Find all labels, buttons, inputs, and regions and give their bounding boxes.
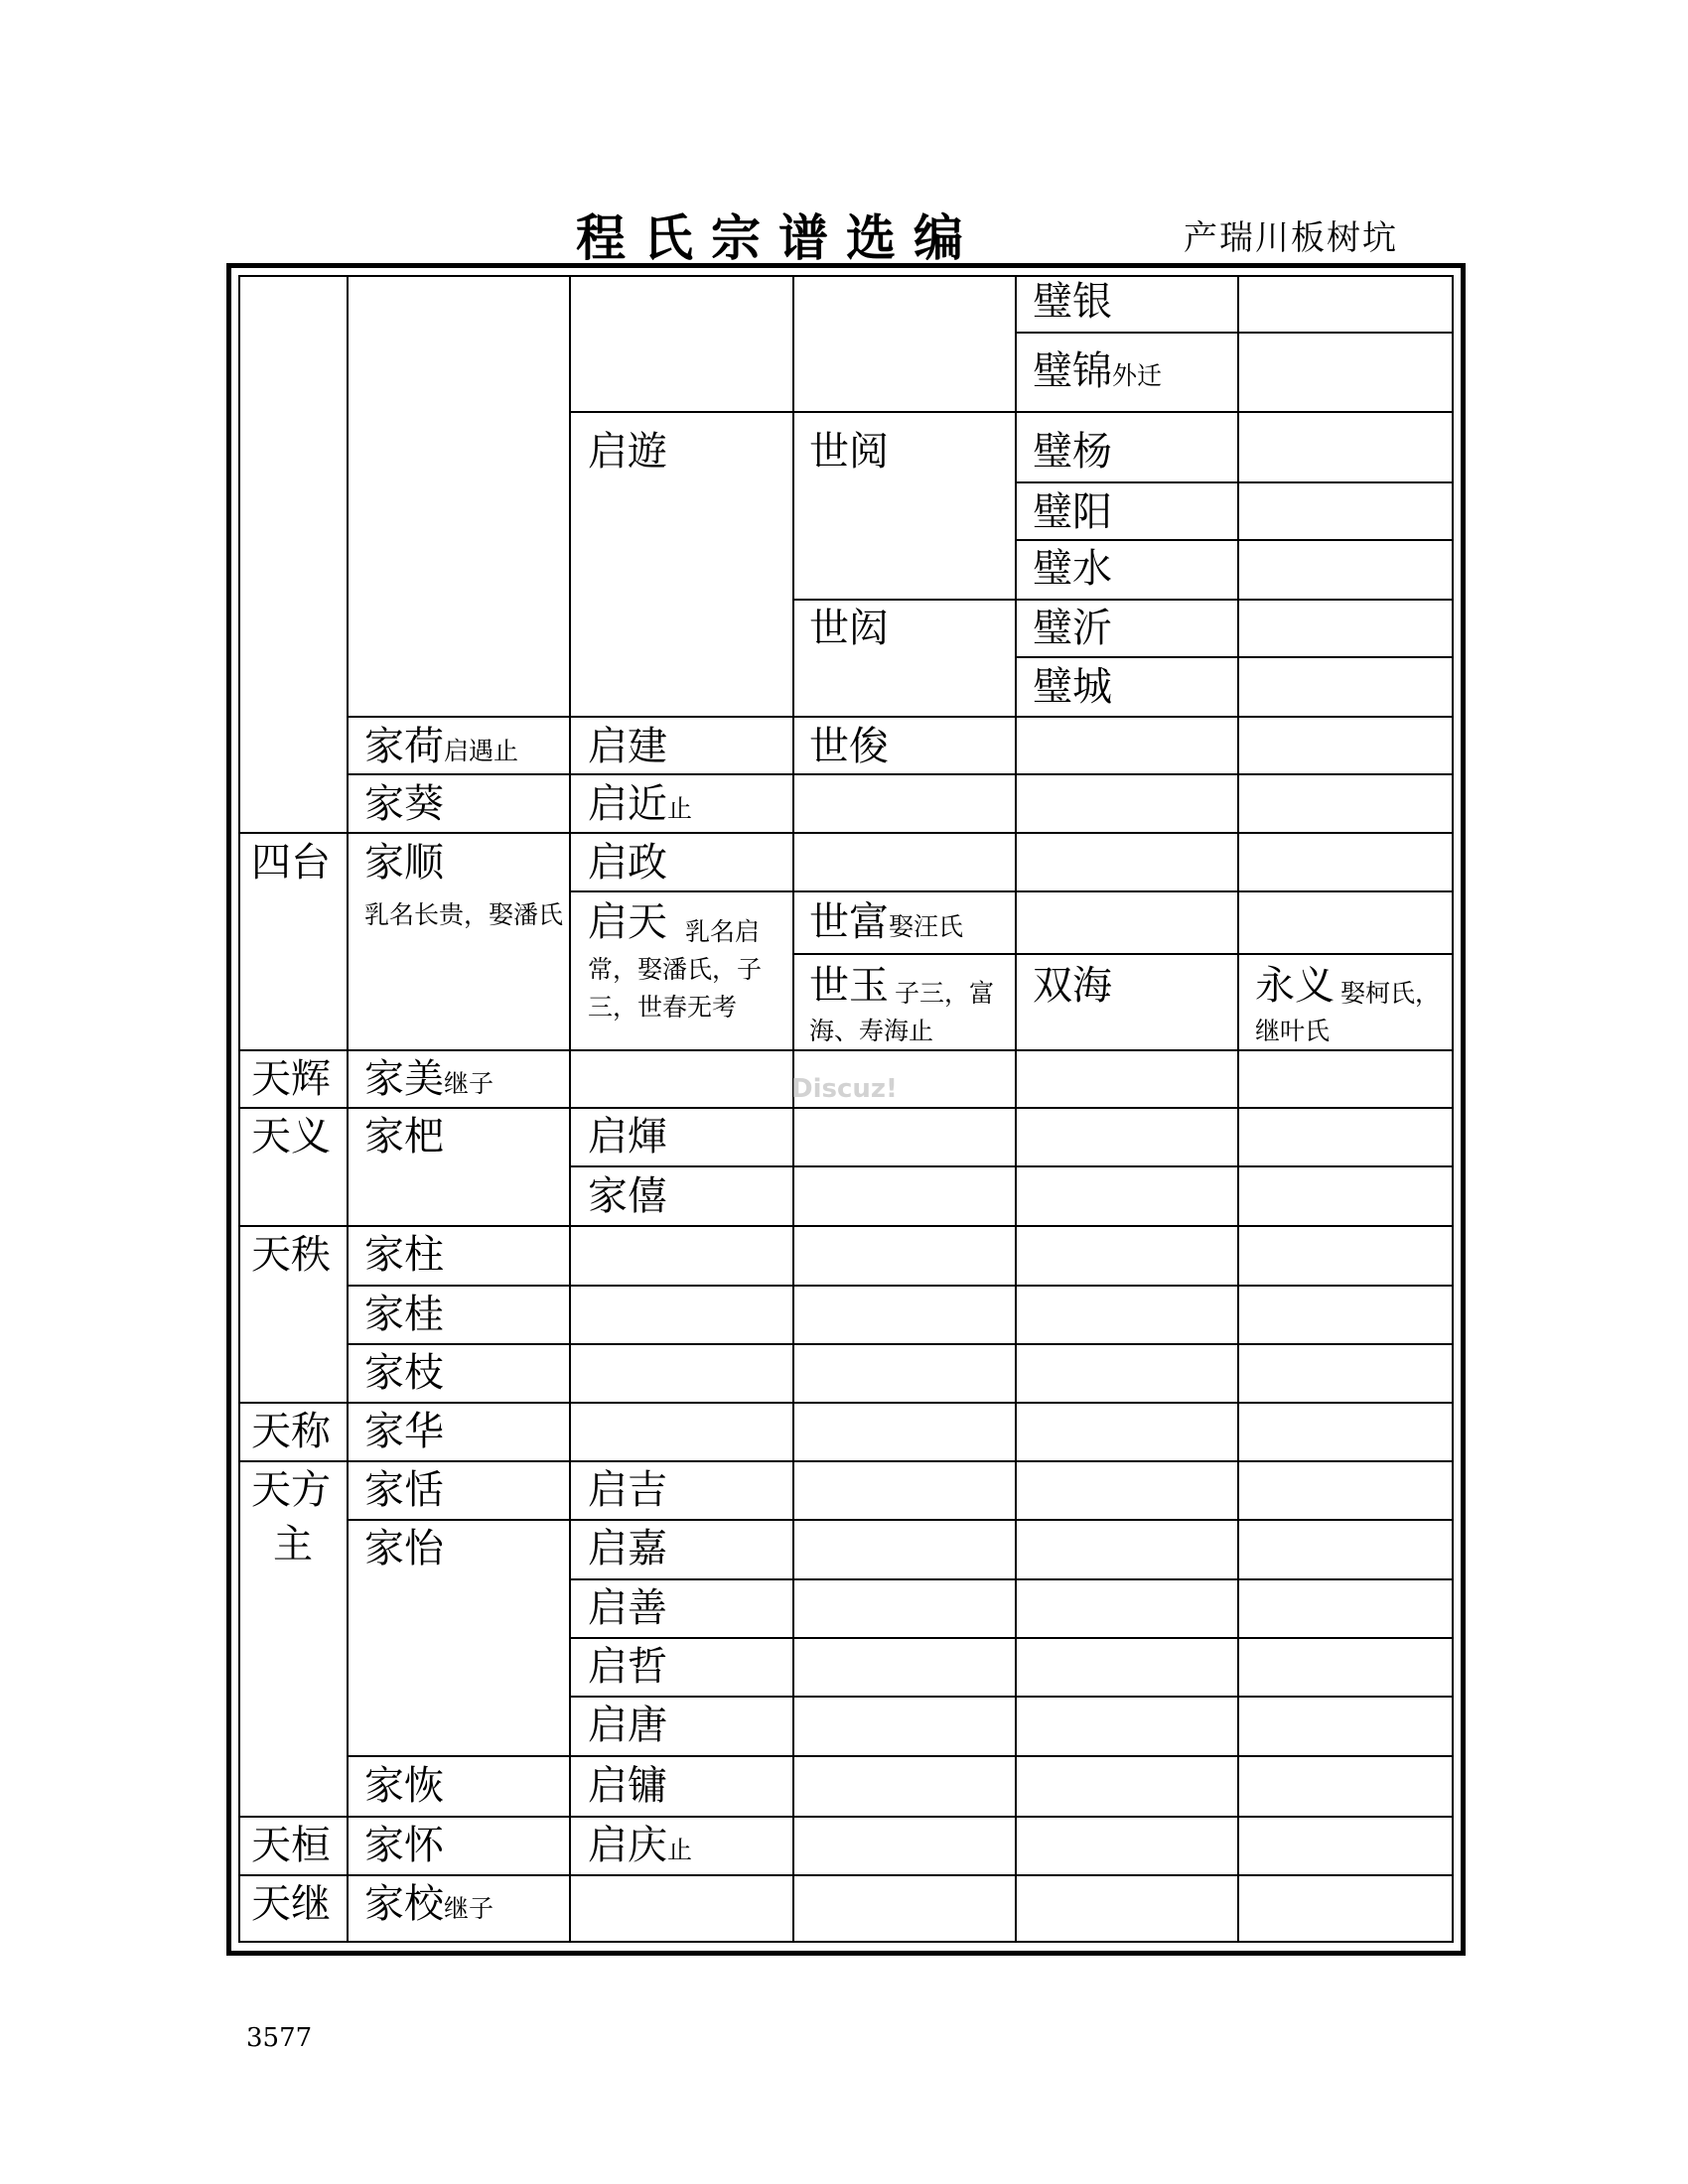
- row-line: [1015, 656, 1454, 658]
- table-cell: 璧阳: [1033, 489, 1112, 535]
- table-cell: 家桂: [364, 1292, 444, 1337]
- row-line: [569, 1696, 1454, 1698]
- table-cell: 启建: [588, 724, 667, 769]
- row-line: [238, 1816, 1454, 1818]
- table-cell: 天称: [251, 1409, 331, 1454]
- table-cell: 家恢: [364, 1763, 444, 1809]
- table-cell: 家怡: [364, 1526, 444, 1571]
- table-cell: 世玉: [809, 963, 889, 1009]
- row-line: [238, 1874, 1454, 1876]
- table-cell: 家枝: [364, 1350, 444, 1396]
- table-cell: 璧城: [1033, 664, 1112, 710]
- table-cell: 璧杨: [1033, 429, 1112, 475]
- genealogy-table: [238, 275, 1454, 1943]
- row-line: [569, 411, 1454, 413]
- table-cell: 启镛: [588, 1763, 667, 1809]
- col-line: [347, 275, 349, 1943]
- row-line: [569, 1637, 1454, 1639]
- row-line: [238, 1107, 1454, 1109]
- table-cell: 世阅: [809, 429, 889, 475]
- col-line: [1015, 275, 1017, 1943]
- row-line: [238, 832, 1454, 834]
- table-note: 乳名启常，娶潘氏，子三，世春无考: [588, 917, 763, 1022]
- table-cell: 家葵: [364, 781, 444, 827]
- table-cell: 家华: [364, 1409, 444, 1454]
- row-line: [238, 1225, 1454, 1227]
- table-cell: 启煇: [588, 1114, 667, 1160]
- col-line: [792, 275, 794, 1943]
- page-subtitle: 产瑞川板树坑: [1184, 218, 1398, 258]
- row-line: [347, 1343, 1454, 1345]
- table-note: 乳名长贵，娶潘氏: [364, 900, 564, 929]
- row-line: [347, 1285, 1454, 1287]
- table-cell: 天继: [251, 1881, 331, 1927]
- table-note: 娶柯氏，继叶氏: [1255, 979, 1441, 1045]
- table-cell: 启遊: [588, 429, 667, 475]
- row-line: [569, 1578, 1454, 1580]
- table-cell: 璧锦外迁: [1033, 348, 1163, 394]
- table-cell: 璧银: [1033, 279, 1112, 325]
- row-line: [347, 1519, 1454, 1521]
- row-line: [347, 716, 1454, 718]
- table-cell: 天秩: [251, 1232, 331, 1278]
- table-cell: 世闳: [809, 606, 889, 651]
- table-cell: 家僖: [588, 1173, 667, 1219]
- table-cell: 家校继子: [364, 1881, 494, 1927]
- row-line: [238, 1460, 1454, 1462]
- table-cell: 四台: [251, 840, 331, 886]
- table-cell: 启政: [588, 840, 667, 886]
- page-title: 程氏宗谱选编: [576, 209, 981, 267]
- table-cell: 家顺: [364, 840, 444, 886]
- row-line: [792, 953, 1454, 955]
- table-cell: 天方: [251, 1467, 331, 1513]
- col-line: [569, 275, 571, 1943]
- table-cell: 启庆止: [588, 1823, 693, 1868]
- table-cell: 璧水: [1033, 546, 1112, 592]
- table-cell: 家柱: [364, 1232, 444, 1278]
- row-line: [792, 599, 1454, 601]
- row-line: [1015, 332, 1454, 334]
- table-cell: 启嘉: [588, 1526, 667, 1571]
- table-cell: 世俊: [809, 724, 889, 769]
- table-cell: 主: [273, 1522, 313, 1568]
- table-cell: 启哲: [588, 1644, 667, 1690]
- table-cell: 天义: [251, 1114, 331, 1160]
- table-cell: 启吉: [588, 1467, 667, 1513]
- table-cell: 家怀: [364, 1823, 444, 1868]
- row-line: [238, 1402, 1454, 1404]
- row-line: [569, 890, 1454, 892]
- row-line: [1015, 481, 1454, 483]
- table-cell: 家恬: [364, 1467, 444, 1513]
- table-cell: 永义: [1255, 963, 1335, 1009]
- watermark: Discuz!: [791, 1074, 898, 1104]
- row-line: [347, 1755, 1454, 1757]
- row-line: [1015, 539, 1454, 541]
- table-cell: 启天: [588, 899, 667, 945]
- table-cell: 启近止: [588, 781, 693, 827]
- table-cell: 天辉: [251, 1056, 331, 1102]
- page-number: 3577: [246, 2023, 313, 2053]
- table-cell: 启唐: [588, 1703, 667, 1748]
- table-cell: 家杷: [364, 1114, 444, 1160]
- col-line: [1237, 275, 1239, 1943]
- table-cell: 璧沂: [1033, 606, 1112, 651]
- table-cell: 家荷启遇止: [364, 724, 519, 769]
- table-cell: 启善: [588, 1585, 667, 1631]
- table-note: 子三，富海、寿海止: [809, 979, 995, 1045]
- table-cell: 双海: [1033, 963, 1112, 1009]
- row-line: [569, 1165, 1454, 1167]
- table-cell: 家美继子: [364, 1056, 494, 1102]
- table-cell: 天桓: [251, 1823, 331, 1868]
- table-cell: 世富娶汪氏: [809, 899, 964, 945]
